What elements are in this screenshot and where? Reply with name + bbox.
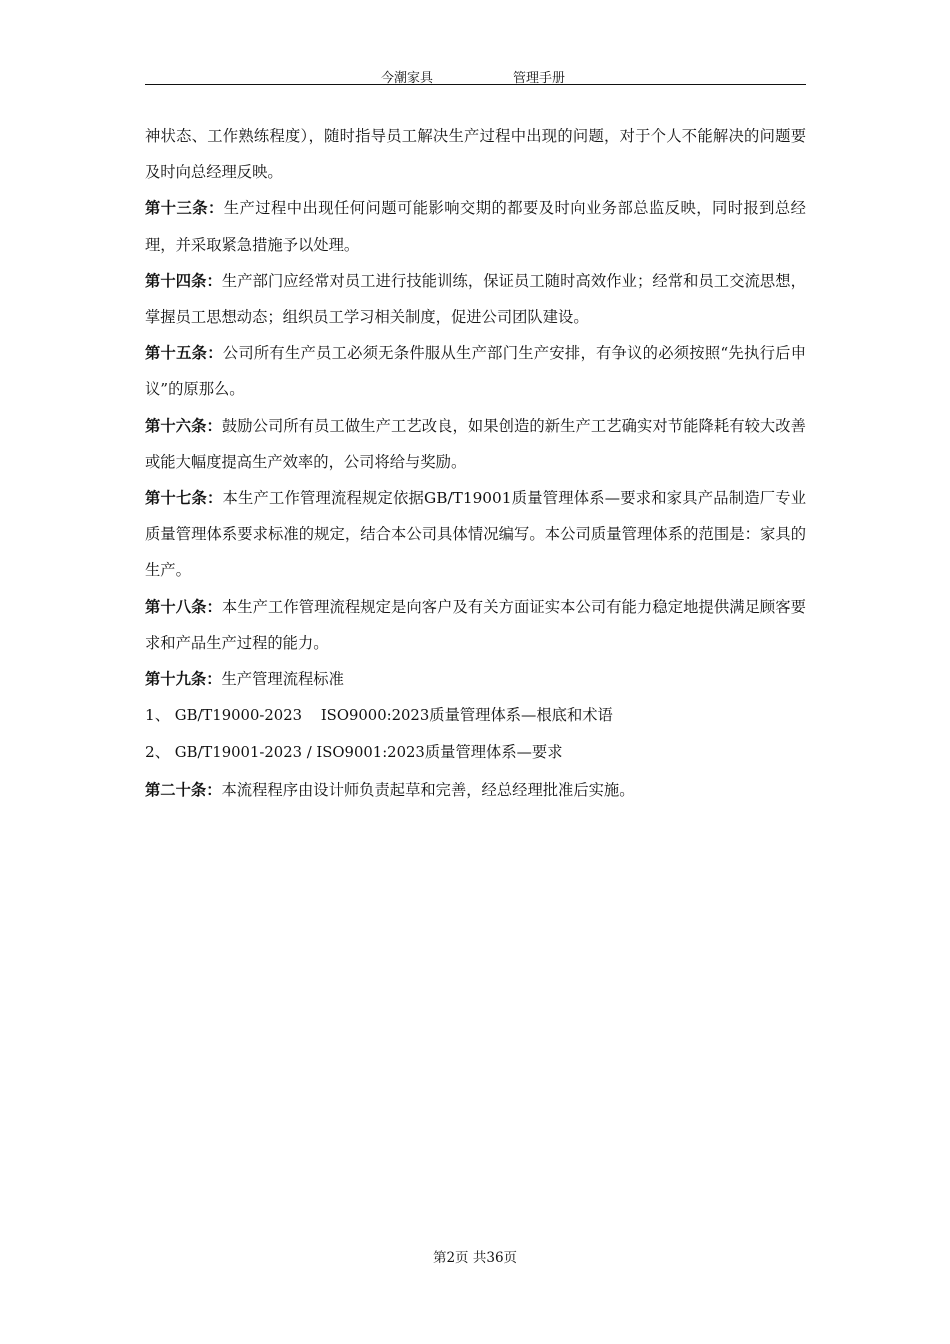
article-20 — [145, 772, 806, 808]
standard-code: GB/T19001-2023 / ISO9001:2023 — [174, 744, 425, 762]
paragraph-continued — [145, 118, 806, 190]
article-18 — [145, 589, 806, 661]
article-text: 公司所有生产员工必须无条件服从生产部门生产安排，有争议的必须按照“先执行后申议”的原那么。 — [145, 344, 806, 399]
article-label: 第二十条： — [145, 780, 222, 799]
article-text: 本生产工作管理流程规定是向客户及有关方面证实本公司有能力稳定地提供满足顾客要求和产品生产过程的能力。 — [145, 597, 806, 652]
standard-title: 质量管理体系—根底和术语 — [429, 706, 613, 725]
document-body — [145, 118, 806, 808]
article-14 — [145, 263, 806, 335]
article-text: 鼓励公司所有员工做生产工艺改良，如果创造的新生产工艺确实对节能降耗有较大改善或能大幅度提高生产效率的，公司将给与奖励。 — [145, 416, 806, 471]
article-17 — [145, 480, 806, 589]
article-text: 生产管理流程标准 — [221, 670, 344, 689]
article-label: 第十三条： — [145, 199, 224, 218]
article-label: 第十七条： — [145, 489, 223, 508]
article-text: 本流程程序由设计师负责起草和完善，经总经理批准后实施。 — [221, 780, 635, 799]
article-label: 第十六条： — [145, 416, 222, 435]
article-text: 本生产工作管理流程规定依据GB/T19001质量管理体系—要求和家具产品制造厂专业质量管理体系要求标准的规定，结合本公司具体情况编写。本公司质量管理体系的范围是：家具的生产。 — [145, 489, 806, 580]
article-13 — [145, 190, 806, 262]
standard-number: 1、 — [145, 706, 171, 725]
page-number-footer: 第2页 共36页 — [432, 1250, 518, 1266]
page-header — [145, 64, 806, 85]
article-label: 第十四条： — [145, 271, 222, 290]
standard-item-2 — [145, 734, 806, 771]
article-15 — [145, 335, 806, 407]
standard-item-1 — [145, 697, 806, 734]
article-label: 第十九条： — [145, 670, 222, 689]
standard-title: 质量管理体系—要求 — [424, 743, 563, 762]
article-16 — [145, 408, 806, 480]
article-label: 第十八条： — [145, 597, 222, 616]
paragraph-text: 神状态、工作熟练程度），随时指导员工解决生产过程中出现的问题，对于个人不能解决的问题要及时向总经理反映。 — [145, 127, 806, 182]
standard-code: GB/T19000-2023 ISO9000:2023 — [174, 707, 430, 725]
standard-number: 2、 — [145, 743, 171, 762]
article-text: 生产过程中出现任何问题可能影响交期的都要及时向业务部总监反映，同时报到总经理，并采取紧急措施予以处理。 — [145, 199, 806, 254]
article-text: 生产部门应经常对员工进行技能训练，保证员工随时高效作业；经常和员工交流思想，掌握员工思想动态；组织员工学习相关制度，促进公司团队建设。 — [145, 271, 806, 327]
article-label: 第十五条： — [145, 344, 223, 363]
header-company: 今潮家具 — [381, 71, 434, 86]
article-19 — [145, 661, 806, 697]
header-manual-title: 管理手册 — [513, 71, 566, 86]
